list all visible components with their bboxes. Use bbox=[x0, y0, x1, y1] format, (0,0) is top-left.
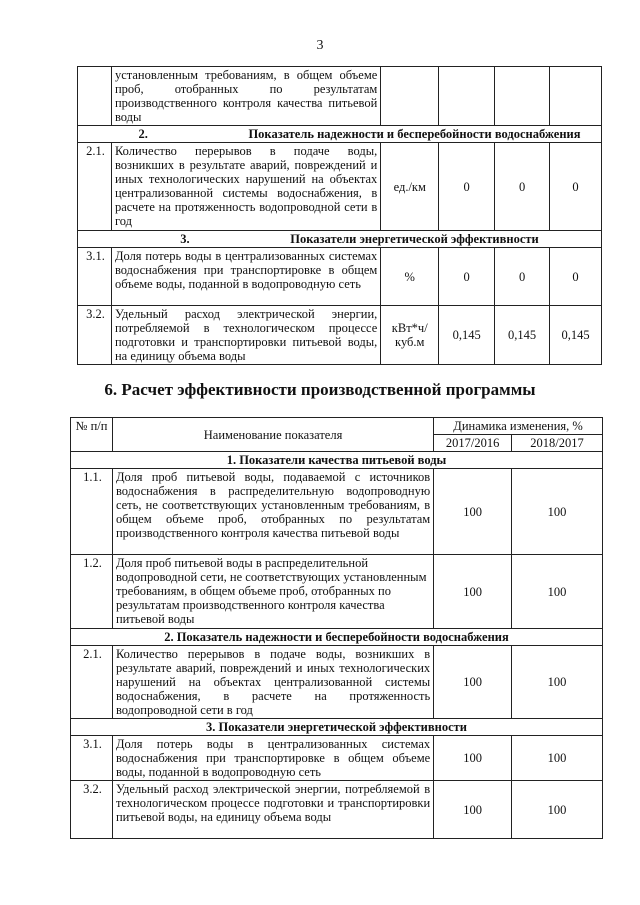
table-row bbox=[71, 646, 603, 719]
indicator-name: установленным требованиям, в общем объеме проб, отобранных по результатам производственного контроля качества питьевой воды bbox=[111, 67, 380, 126]
header-number: № п/п bbox=[71, 418, 113, 452]
header-period: 2017/2016 bbox=[434, 435, 512, 452]
value-cell: 100 bbox=[512, 646, 603, 719]
row-number: 2.1. bbox=[71, 646, 113, 719]
value-cell: 0 bbox=[495, 143, 550, 231]
value-cell: 0 bbox=[439, 143, 495, 231]
section-number: 3. bbox=[180, 232, 190, 246]
value-cell: 100 bbox=[512, 736, 603, 781]
value-cell: 100 bbox=[434, 781, 512, 839]
unit: кВт*ч/ куб.м bbox=[381, 306, 439, 365]
indicator-name: Удельный расход электрической энергии, потребляемой в технологическом процессе подготовки и транспортировки питьевой воды, на единицу объема воды bbox=[112, 781, 433, 839]
value-cell: 100 bbox=[512, 781, 603, 839]
value-cell: 100 bbox=[512, 555, 603, 629]
efficiency-table bbox=[70, 417, 603, 839]
indicator-name: Удельный расход электрической энергии, потребляемой в технологическом процессе подготовки и транспортировки питьевой воды, на единицу объема воды bbox=[111, 306, 380, 365]
section-title: Показатель надежности и бесперебойности водоснабжения bbox=[248, 127, 581, 141]
section-row bbox=[71, 629, 603, 646]
value-cell: 100 bbox=[434, 646, 512, 719]
value-cell bbox=[550, 67, 602, 126]
value-cell: 0 bbox=[550, 143, 602, 231]
row-number: 3.1. bbox=[71, 736, 113, 781]
indicator-name: Доля потерь воды в централизованных системах водоснабжения при транспортировке в общем объеме воды, поданной в водопроводную сеть bbox=[112, 736, 433, 781]
value-cell: 0 bbox=[495, 248, 550, 306]
value-cell: 0,145 bbox=[550, 306, 602, 365]
indicator-name: Количество перерывов в подаче воды, возникших в результате аварий, повреждений и иных технологических нарушений на объектах централизованной системы водоснабжения, в расчете на протяженность водопроводной сети в год bbox=[111, 143, 380, 231]
unit bbox=[381, 67, 439, 126]
header-period: 2018/2017 bbox=[512, 435, 603, 452]
row-number: 2.1. bbox=[78, 143, 112, 231]
row-number: 1.1. bbox=[71, 469, 113, 555]
row-number: 1.2. bbox=[71, 555, 113, 629]
indicator-name: Доля проб питьевой воды в распределительной водопроводной сети, не соответствующих установленным требованиям, в общем объеме проб, отобранных по результатам производственного контроля качества питьевой воды bbox=[112, 555, 433, 629]
table-row bbox=[71, 781, 603, 839]
table-row bbox=[71, 555, 603, 629]
section-row bbox=[71, 452, 603, 469]
section-heading: 1. Показатели качества питьевой воды bbox=[71, 452, 603, 469]
table-row bbox=[71, 469, 603, 555]
indicator-name: Доля потерь воды в централизованных системах водоснабжения при транспортировке в общем объеме воды, поданной в водопроводную сеть bbox=[111, 248, 380, 306]
indicators-table-continued bbox=[77, 66, 602, 365]
unit: ед./км bbox=[381, 143, 439, 231]
section-row bbox=[71, 719, 603, 736]
section-title: 6. Расчет эффективности производственной программы bbox=[104, 380, 536, 399]
section-title: Показатели энергетической эффективности bbox=[290, 232, 539, 246]
value-cell bbox=[439, 67, 495, 126]
value-cell: 100 bbox=[434, 469, 512, 555]
section-number: 2. bbox=[138, 127, 148, 141]
value-cell bbox=[495, 67, 550, 126]
section-heading bbox=[78, 231, 602, 248]
value-cell: 100 bbox=[512, 469, 603, 555]
table-row bbox=[78, 67, 602, 126]
value-cell: 0 bbox=[439, 248, 495, 306]
section-row bbox=[78, 231, 602, 248]
section-heading: 3. Показатели энергетической эффективности bbox=[71, 719, 603, 736]
page-number: 3 bbox=[316, 38, 324, 53]
section-row bbox=[78, 126, 602, 143]
header-name: Наименование показателя bbox=[112, 418, 433, 452]
row-number: 3.2. bbox=[78, 306, 112, 365]
section-heading: 2. Показатель надежности и бесперебойности водоснабжения bbox=[71, 629, 603, 646]
indicator-name: Доля проб питьевой воды, подаваемой с источников водоснабжения в распределительную водопроводную сеть, не соответствующих установленным требованиям, в общем объеме проб, отобранных по результатам производственного контроля качества питьевой воды bbox=[112, 469, 433, 555]
table-row bbox=[71, 736, 603, 781]
header-row bbox=[71, 418, 603, 435]
header-dynamics: Динамика изменения, % bbox=[434, 418, 603, 435]
value-cell: 100 bbox=[434, 736, 512, 781]
row-number: 3.2. bbox=[71, 781, 113, 839]
row-number: 3.1. bbox=[78, 248, 112, 306]
unit: % bbox=[381, 248, 439, 306]
value-cell: 0,145 bbox=[495, 306, 550, 365]
table-row bbox=[78, 306, 602, 365]
value-cell: 0 bbox=[550, 248, 602, 306]
table-row bbox=[78, 143, 602, 231]
value-cell: 100 bbox=[434, 555, 512, 629]
value-cell: 0,145 bbox=[439, 306, 495, 365]
row-number bbox=[78, 67, 112, 126]
table-row bbox=[78, 248, 602, 306]
indicator-name: Количество перерывов в подаче воды, возникших в результате аварий, повреждений и иных технологических нарушений на объектах централизованной системы водоснабжения, в расчете на протяженность водопроводной сети в год bbox=[112, 646, 433, 719]
section-heading bbox=[78, 126, 602, 143]
